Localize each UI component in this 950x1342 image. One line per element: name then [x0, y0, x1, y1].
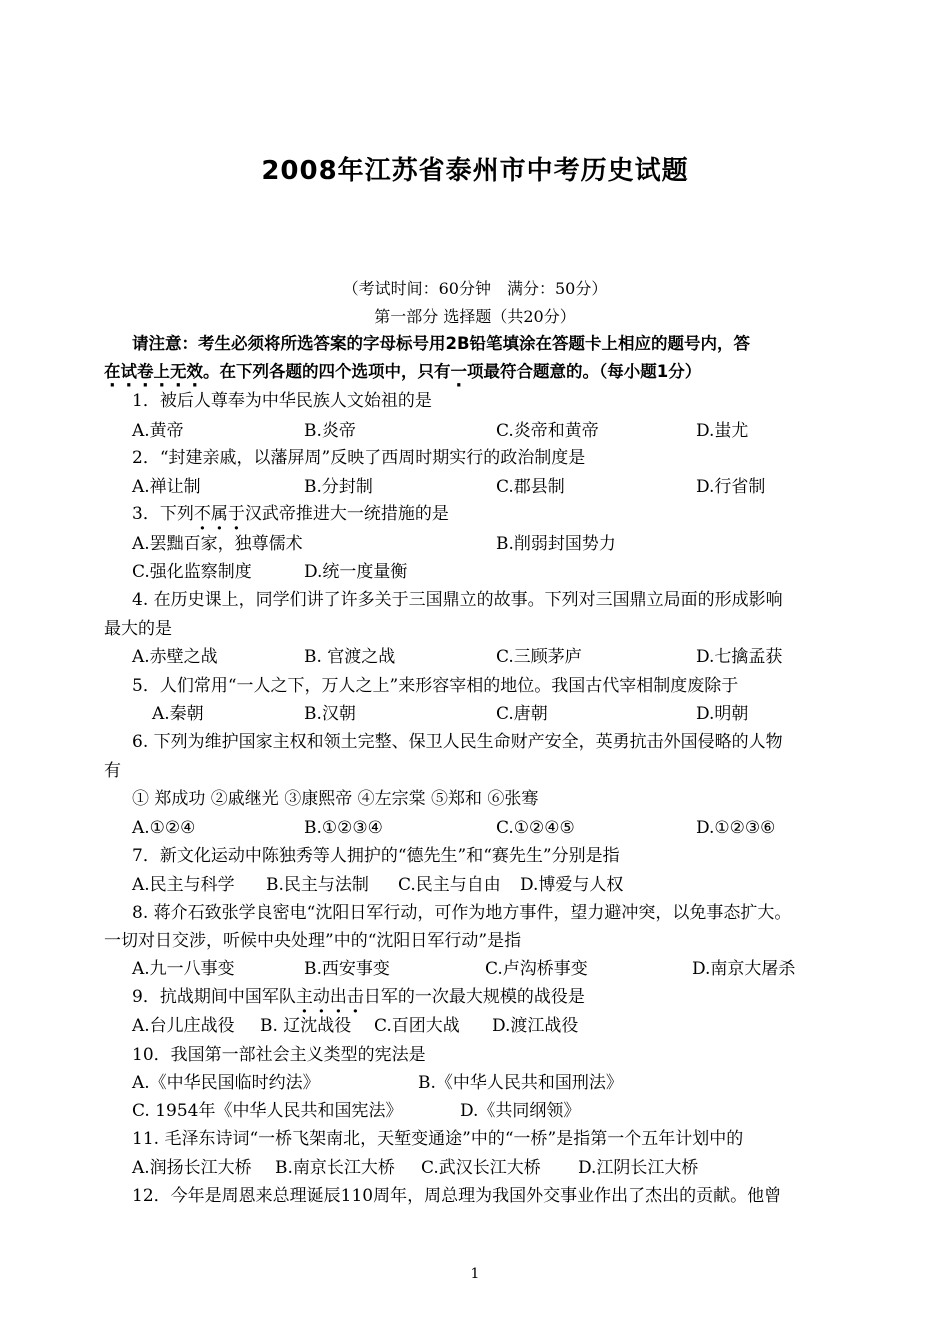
q11-option-b: B.南京长江大桥	[275, 1158, 395, 1178]
q2-option-d: D.行省制	[696, 477, 766, 497]
question-4-stem-line2: 最大的是	[104, 619, 172, 639]
q9-stem-end: 日军的一次最大规模的战役是	[363, 987, 585, 1007]
page-title: 2008年江苏省泰州市中考历史试题	[261, 156, 689, 186]
emphasis-char: 一	[450, 362, 467, 381]
q4-option-a: A.赤壁之战	[132, 647, 218, 667]
q3-emphasis	[194, 504, 245, 524]
emphasis-char: 出	[329, 987, 347, 1007]
q3-option-d: D.统一度量衡	[304, 562, 408, 582]
emphasis-char: 属	[210, 504, 228, 524]
emphasis-one	[451, 362, 468, 381]
q6-option-a: A.①②④	[132, 818, 196, 838]
emphasis-char: 于	[227, 504, 245, 524]
q6-option-c: C.①②④⑤	[496, 818, 575, 838]
question-6-stem-line1: 6. 下列为维护国家主权和领土完整、保卫人民生命财产安全，英勇抗击外国侵略的人物	[132, 732, 783, 752]
q4-option-d: D.七擒孟获	[696, 647, 783, 667]
q6-option-d: D.①②③⑥	[696, 818, 776, 838]
question-10-stem: 10．我国第一部社会主义类型的宪法是	[132, 1045, 426, 1065]
q4-option-b: B. 官渡之战	[304, 647, 396, 667]
notice-line2	[104, 361, 701, 383]
q2-option-b: B.分封制	[304, 477, 373, 497]
emphasis-char: 卷	[137, 362, 154, 381]
q5-option-d: D.明朝	[696, 704, 749, 724]
emphasis-char: 动	[312, 987, 330, 1007]
q9-option-a: A.台儿庄战役	[132, 1016, 235, 1036]
q10-option-c: C. 1954年《中华人民共和国宪法》	[132, 1101, 403, 1121]
q8-option-d: D.南京大屠杀	[692, 959, 796, 979]
notice-line1	[132, 333, 750, 355]
q7-option-a: A.民主与科学	[132, 875, 235, 895]
q5-option-b: B.汉朝	[304, 704, 356, 724]
q3-option-c: C.强化监察制度	[132, 562, 252, 582]
question-4-stem-line1: 4. 在历史课上，同学们讲了许多关于三国鼎立的故事。下列对三国鼎立局面的形成影响	[132, 590, 783, 610]
emphasis-char: 不	[193, 504, 211, 524]
q11-option-a: A.润扬长江大桥	[132, 1158, 252, 1178]
question-1-stem: 1．被后人尊奉为中华民族人文始祖的是	[132, 391, 432, 411]
notice-line2-end: 项最符合题意的。（每小题1分）	[467, 362, 702, 381]
emphasis-char: 无	[170, 362, 187, 381]
question-7-stem: 7．新文化运动中陈独秀等人拥护的“德先生”和“赛先生”分别是指	[132, 846, 620, 866]
page-number: 1	[470, 1266, 480, 1282]
question-11-stem: 11. 毛泽东诗词“一桥飞架南北，天堑变通途”中的“一桥”是指第一个五年计划中的	[132, 1129, 744, 1149]
q8-option-c: C.卢沟桥事变	[485, 959, 588, 979]
q9-option-d: D.渡江战役	[492, 1016, 579, 1036]
q3-stem-end: 汉武帝推进大一统措施的是	[244, 504, 449, 524]
q7-option-d: D.博爱与人权	[520, 875, 624, 895]
q7-option-c: C.民主与自由	[398, 875, 501, 895]
question-6-items: ① 郑成功 ②戚继光 ③康熙帝 ④左宗棠 ⑤郑和 ⑥张骞	[132, 789, 539, 809]
notice-line1-text: 请注意：考生必须将所选答案的字母标号用2B铅笔填涂在答题卡上相应的题号内，答	[132, 334, 751, 353]
q8-option-b: B.西安事变	[304, 959, 390, 979]
q10-option-b: B.《中华人民共和国刑法》	[418, 1073, 623, 1093]
emphasis-char: 主	[295, 987, 313, 1007]
q10-option-d: D.《共同纲领》	[460, 1101, 581, 1121]
q1-option-d: D.蚩尤	[696, 421, 749, 441]
question-12-stem: 12．今年是周恩来总理诞辰110周年，周总理为我国外交事业作出了杰出的贡献。他曾	[132, 1186, 782, 1206]
emphasis-char: 在	[104, 362, 121, 381]
question-6-stem-line2: 有	[104, 761, 121, 781]
emphasis-char: 击	[346, 987, 364, 1007]
q1-option-a: A.黄帝	[132, 421, 184, 441]
question-5-stem: 5．人们常用“一人之下，万人之上”来形容宰相的地位。我国古代宰相制度废除于	[132, 676, 739, 696]
question-8-stem-line2: 一切对日交涉，听候中央处理”中的“沈阳日军行动”是指	[104, 931, 522, 951]
q9-emphasis	[296, 987, 364, 1007]
q11-option-c: C.武汉长江大桥	[421, 1158, 541, 1178]
q9-option-c: C.百团大战	[374, 1016, 460, 1036]
q6-option-b: B.①②③④	[304, 818, 383, 838]
q3-option-a: A.罢黜百家，独尊儒术	[132, 534, 303, 554]
question-3-stem	[132, 503, 449, 525]
q1-option-b: B.炎帝	[304, 421, 356, 441]
emphasis-char: 效	[186, 362, 203, 381]
q11-option-d: D.江阴长江大桥	[578, 1158, 699, 1178]
q7-option-b: B.民主与法制	[266, 875, 369, 895]
exam-info: （考试时间：60分钟 满分：50分）	[342, 279, 608, 298]
notice-line2-text: 。在下列各题的四个选项中，只有	[203, 362, 451, 381]
q2-option-c: C.郡县制	[496, 477, 565, 497]
q10-option-a: A.《中华民国临时约法》	[132, 1073, 320, 1093]
q3-stem-start: 3．下列	[132, 504, 194, 524]
emphasis-char: 上	[153, 362, 170, 381]
part1-heading: 第一部分 选择题（共20分）	[374, 307, 576, 326]
q2-option-a: A.禅让制	[132, 477, 201, 497]
q5-option-c: C.唐朝	[496, 704, 548, 724]
q9-option-b: B. 辽沈战役	[260, 1016, 352, 1036]
q1-option-c: C.炎帝和黄帝	[496, 421, 599, 441]
question-2-stem: 2．“封建亲戚，以藩屏周”反映了西周时期实行的政治制度是	[132, 448, 586, 468]
emphasis-text	[104, 362, 203, 381]
q4-option-c: C.三顾茅庐	[496, 647, 582, 667]
question-8-stem-line1: 8. 蒋介石致张学良密电“沈阳日军行动，可作为地方事件，望力避冲突，以免事态扩大。	[132, 903, 792, 923]
question-9-stem	[132, 986, 585, 1008]
emphasis-char: 试	[120, 362, 137, 381]
q8-option-a: A.九一八事变	[132, 959, 235, 979]
q5-option-a: A.秦朝	[152, 704, 204, 724]
q9-stem-start: 9．抗战期间中国军队	[132, 987, 296, 1007]
q3-option-b: B.削弱封国势力	[496, 534, 616, 554]
notice-emphasis	[104, 362, 203, 381]
